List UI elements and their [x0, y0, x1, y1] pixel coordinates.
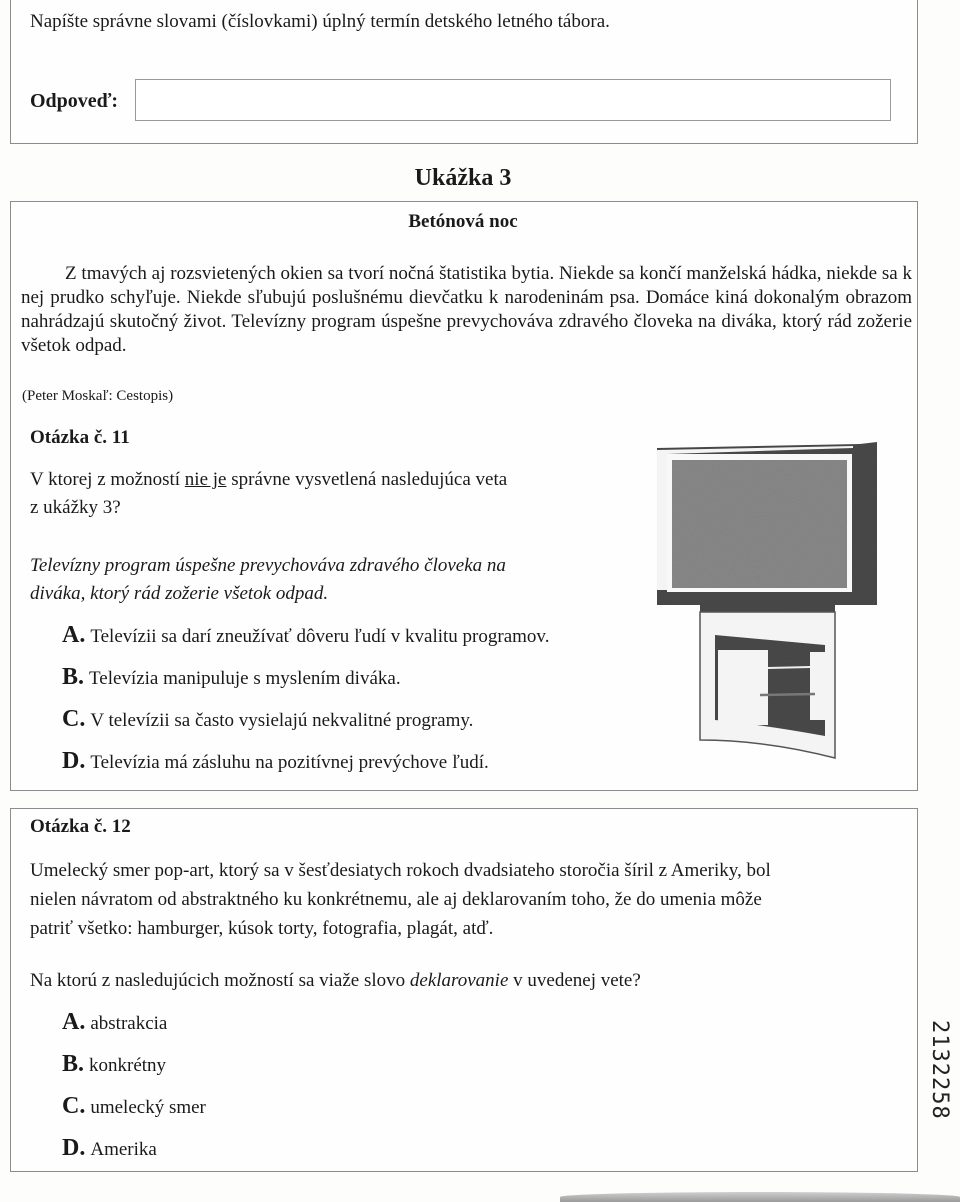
option-text: abstrakcia	[90, 1013, 168, 1034]
option-text: konkrétny	[89, 1055, 167, 1076]
question12-paragraph-line2: nielen návratom od abstraktného ku konkrétnemu, ale aj deklarovaním toho, že do umenia môže	[30, 889, 762, 910]
option-text: V televízii sa často vysielajú nekvalitné programy.	[90, 710, 474, 731]
question12-paragraph-line1: Umelecký smer pop-art, ktorý sa v šesťdesiatych rokoch dvadsiateho storočia šíril z Ameriky, bol	[30, 860, 771, 881]
tv-illustration	[655, 440, 885, 760]
question12-prompt-emphasis: deklarovanie	[409, 970, 509, 991]
tv-screen-frame	[657, 442, 877, 615]
question11-prompt-part2: správne vysvetlená nasledujúca veta	[226, 469, 508, 490]
option-letter: D.	[62, 1135, 86, 1161]
sample-title: Betónová noc	[408, 211, 518, 232]
option-text: Televízia manipuluje s myslením diváka.	[89, 668, 401, 689]
question12-option-d[interactable]	[62, 1135, 157, 1162]
question11-option-c[interactable]	[62, 706, 473, 733]
question11-prompt-emphasis: nie je	[184, 469, 227, 490]
question12-prompt-part1: Na ktorú z nasledujúcich možností sa viaže slovo	[30, 970, 410, 991]
scan-shadow	[560, 1192, 960, 1202]
question12-paragraph-line3: patriť všetko: hamburger, kúsok torty, fotografia, plagát, atď.	[30, 918, 494, 939]
question11-quote-line1: Televízny program úspešne prevychováva zdravého človeka na	[30, 555, 506, 576]
tv-stand	[700, 612, 835, 758]
question11-quote-line2: diváka, ktorý rád zožerie všetok odpad.	[30, 583, 329, 604]
question12-prompt	[30, 969, 641, 993]
question11-title: Otázka č. 11	[30, 427, 130, 448]
option-text: Televízia má zásluhu na pozitívnej prevýchove ľudí.	[90, 752, 489, 773]
option-letter: B.	[62, 1051, 85, 1077]
question11-option-d[interactable]	[62, 748, 489, 775]
question12-option-b[interactable]	[62, 1051, 166, 1078]
option-text: Amerika	[90, 1139, 157, 1160]
option-letter: C.	[62, 706, 86, 732]
option-text: umelecký smer	[90, 1097, 206, 1118]
question11-prompt-line2: z ukážky 3?	[30, 497, 121, 518]
answer-input[interactable]	[135, 79, 891, 121]
option-letter: A.	[62, 1009, 86, 1035]
option-letter: A.	[62, 622, 86, 648]
sample-heading: Ukážka 3	[414, 165, 512, 191]
task-instruction: Napíšte správne slovami (číslovkami) úplný termín detského letného tábora.	[30, 11, 610, 32]
option-letter: D.	[62, 748, 86, 774]
option-letter: C.	[62, 1093, 86, 1119]
sample-paragraph: Z tmavých aj rozsvietených okien sa tvorí nočná štatistika bytia. Niekde sa končí manželská hádka, niekde sa k nej prudko schyľuje. Niekde sľubujú poslušnému dievčatku k narodeninám psa. Domáce kiná dokonalým obrazom nahrádzajú skutočný život. Televízny program úspešne prevychováva zdravého človeka na diváka, ktorý rád zožerie všetok odpad.	[21, 263, 912, 356]
question11-option-b[interactable]	[62, 664, 401, 691]
question11-prompt	[30, 468, 507, 492]
question12-prompt-part2: v uvedenej vete?	[508, 970, 641, 991]
sample-source: (Peter Moskaľ: Cestopis)	[22, 388, 174, 404]
question11-option-a[interactable]	[62, 622, 549, 649]
question12-option-c[interactable]	[62, 1093, 206, 1120]
answer-label: Odpoveď:	[30, 90, 119, 112]
question12-option-a[interactable]	[62, 1009, 167, 1036]
option-text: Televízii sa darí zneužívať dôveru ľudí v kvalitu programov.	[90, 626, 550, 647]
option-letter: B.	[62, 664, 85, 690]
question12-title: Otázka č. 12	[30, 816, 131, 837]
margin-code: 2132258	[927, 1020, 952, 1120]
question11-prompt-part1: V ktorej z možností	[30, 469, 185, 490]
